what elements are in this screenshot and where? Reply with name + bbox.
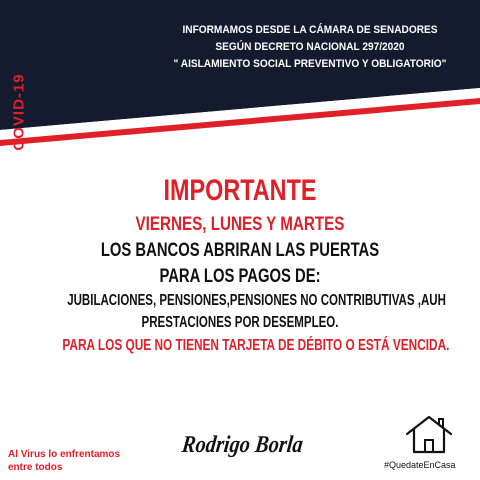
hashtag: #QuedateEnCasa (384, 460, 456, 470)
days-line: VIERNES, LUNES Y MARTES (135, 214, 345, 235)
header-line-3: " AISLAMIENTO SOCIAL PREVENTIVO Y OBLIGATORIO" (173, 58, 447, 70)
slogan (8, 448, 120, 474)
slogan-line-2: entre todos (8, 462, 63, 473)
header-line-1: INFORMAMOS DESDE LA CÁMARA DE SENADORES (182, 24, 438, 36)
header-text (160, 22, 460, 73)
covid-side-label: COVID-19 (10, 73, 28, 151)
title-importante: IMPORTANTE (163, 174, 317, 207)
announcement-body (0, 170, 480, 358)
benefits-line: JUBILACIONES, PENSIONES,PENSIONES NO CONTRIBUTIVAS ,AUH (67, 292, 446, 309)
unemployment-line: PRESTACIONES POR DESEMPLEO. (141, 314, 339, 331)
house-icon (404, 414, 454, 456)
slogan-line-1: Al Virus lo enfrentamos (8, 449, 121, 460)
header-line-2: SEGÚN DECRETO NACIONAL 297/2020 (215, 41, 405, 53)
debit-card-line: PARA LOS QUE NO TIENEN TARJETA DE DÉBITO O ESTÁ VENCIDA. (62, 337, 450, 354)
banks-line: LOS BANCOS ABRIRAN LAS PUERTAS (100, 240, 380, 261)
signature: Rodrigo Borla (180, 432, 305, 458)
payments-line: PARA LOS PAGOS DE: (159, 266, 321, 287)
